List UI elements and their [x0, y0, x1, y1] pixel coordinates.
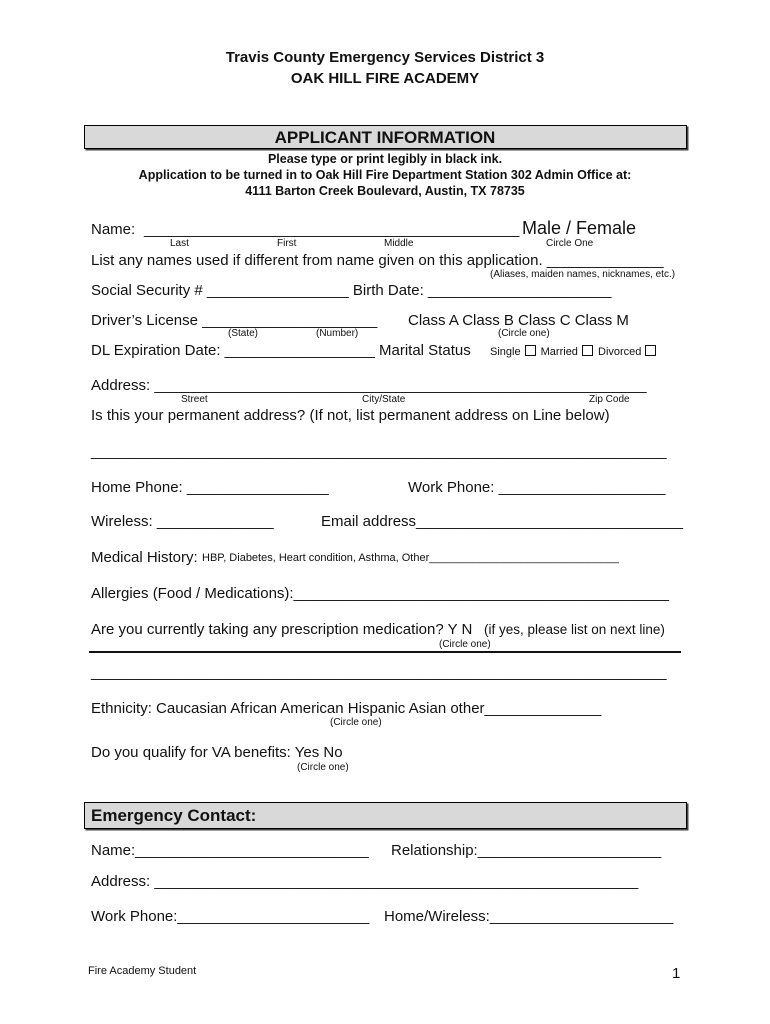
emergency-section-bar — [84, 802, 687, 829]
divorced-checkbox[interactable] — [645, 345, 656, 356]
prescription-question[interactable]: Are you currently taking any prescription medication? Y N — [91, 621, 473, 638]
work-phone-field[interactable]: Work Phone: ____________________ — [408, 479, 666, 496]
email-field[interactable]: Email address________________________________ — [321, 513, 683, 530]
va-circle-note: (Circle one) — [297, 762, 349, 773]
address-sub-street: Street — [181, 394, 208, 405]
prescription-list-line[interactable]: _____________________________________________________________________ — [91, 664, 667, 681]
single-checkbox[interactable] — [525, 345, 536, 356]
permanent-address-line[interactable]: _____________________________________________________________________ — [91, 443, 667, 460]
emergency-work-phone-field[interactable]: Work Phone:_______________________ — [91, 908, 370, 925]
home-phone-field[interactable]: Home Phone: _________________ — [91, 479, 329, 496]
name-sub-last: Last — [170, 238, 189, 249]
page-number: 1 — [672, 965, 681, 982]
name-sub-first: First — [277, 238, 297, 249]
allergies-field[interactable]: Allergies (Food / Medications):_____________________________________________ — [91, 585, 669, 602]
header-line-2: OAK HILL FIRE ACADEMY — [290, 70, 480, 87]
address-sub-zip: Zip Code — [589, 394, 630, 405]
name-label: Name: — [91, 221, 136, 238]
ethnicity-options[interactable]: Ethnicity: Caucasian African American Hispanic Asian other______________ — [91, 700, 602, 717]
permanent-address-question: Is this your permanent address? (If not, list permanent address on Line below) — [91, 407, 610, 424]
emergency-home-wireless-field[interactable]: Home/Wireless:______________________ — [384, 908, 674, 925]
name-sub-middle: Middle — [384, 238, 414, 249]
drivers-license-field[interactable]: Driver’s License _____________________ — [91, 312, 378, 329]
address-field[interactable]: Address: ___________________________________________________________ — [91, 377, 647, 394]
prescription-circle-note: (Circle one) — [439, 639, 491, 650]
marital-divorced-label: Divorced — [598, 346, 642, 358]
marital-options — [490, 345, 658, 358]
married-checkbox[interactable] — [582, 345, 593, 356]
aliases-field[interactable]: List any names used if different from name given on this application. ______________ — [91, 252, 664, 269]
gender-circle-note: Circle One — [546, 238, 594, 249]
prescription-note: (if yes, please list on next line) — [484, 622, 665, 637]
instruction-line-3: 4111 Barton Creek Boulevard, Austin, TX 78735 — [245, 184, 525, 198]
marital-married-label: Married — [540, 346, 578, 358]
wireless-field[interactable]: Wireless: ______________ — [91, 513, 274, 530]
name-field[interactable]: _____________________________________________ — [144, 221, 520, 238]
emergency-heading: Emergency Contact: — [91, 806, 257, 825]
gender-options[interactable]: Male / Female — [522, 218, 637, 238]
ethnicity-circle-note: (Circle one) — [330, 717, 382, 728]
dl-sub-number: (Number) — [316, 328, 359, 339]
header-line-1: Travis County Emergency Services District 3 — [225, 49, 545, 66]
medical-history-options[interactable]: HBP, Diabetes, Heart condition, Asthma, Other_______________________________ — [202, 552, 619, 564]
va-benefits-question[interactable]: Do you qualify for VA benefits: Yes No — [91, 744, 343, 761]
ssn-birthdate-field[interactable]: Social Security # _________________ Birth Date: ______________________ — [91, 282, 612, 299]
license-class-circle-note: (Circle one) — [498, 328, 550, 339]
emergency-name-field[interactable]: Name:____________________________ — [91, 842, 369, 859]
aliases-note: (Aliases, maiden names, nicknames, etc.) — [490, 269, 676, 280]
footer-label: Fire Academy Student — [88, 965, 197, 977]
license-class-options[interactable]: Class A Class B Class C Class M — [408, 312, 629, 329]
applicant-section-bar — [84, 125, 687, 149]
applicant-heading: APPLICANT INFORMATION — [274, 128, 496, 147]
emergency-relationship-field[interactable]: Relationship:______________________ — [391, 842, 662, 859]
medical-history-label: Medical History: — [91, 549, 198, 566]
dl-expiration-field[interactable]: DL Expiration Date: __________________ Marital Status — [91, 342, 471, 359]
address-sub-city: City/State — [362, 394, 406, 405]
marital-single-label: Single — [490, 346, 521, 358]
emergency-address-field[interactable]: Address: __________________________________________________________ — [91, 873, 639, 890]
dl-sub-state: (State) — [228, 328, 259, 339]
instruction-line-1: Please type or print legibly in black ink. — [267, 152, 503, 166]
instruction-line-2: Application to be turned in to Oak Hill Fire Department Station 302 Admin Office at: — [138, 168, 632, 182]
prescription-divider — [89, 651, 681, 653]
